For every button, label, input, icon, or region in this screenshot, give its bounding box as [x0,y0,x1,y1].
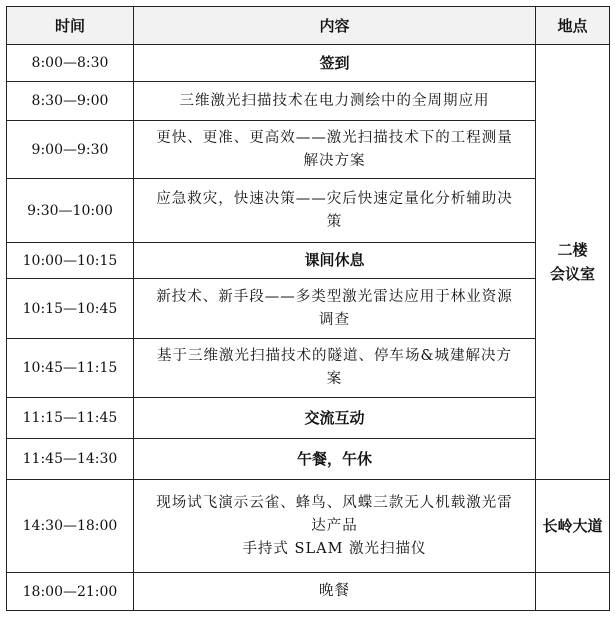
header-time: 时间 [7,7,134,45]
content-line: 案 [326,371,343,387]
time-cell: 14:30—18:00 [7,480,134,573]
content-cell [134,480,536,573]
schedule-table [6,6,610,611]
content-line: 交流互动 [304,408,365,427]
content-line: 三维激光扫描技术在电力测绘中的全周期应用 [179,92,490,109]
time-cell: 11:45—14:30 [7,439,134,480]
header-venue: 地点 [536,7,610,45]
content-cell [134,573,536,611]
header-row [7,7,610,45]
table-row [7,398,610,439]
time-cell: 10:15—10:45 [7,279,134,339]
content-line: 更快、更准、更高效——激光扫描技术下的工程测量 [156,129,513,146]
content-line: 基于三维激光扫描技术的隧道、停车场&城建解决方 [157,348,512,364]
time-cell: 10:00—10:15 [7,243,134,279]
venue-cell-floor2 [536,45,610,480]
header-content: 内容 [134,7,536,45]
content-line: 应急救灾，快速决策——灾后快速定量化分析辅助决 [156,190,513,207]
content-line: 晚餐 [319,583,350,599]
table-row [7,480,610,573]
content-cell [134,243,536,279]
content-cell [134,179,536,243]
time-cell: 8:30—9:00 [7,82,134,121]
content-line: 新技术、新手段——多类型激光雷达应用于林业资源 [156,288,513,305]
content-line: 现场试飞演示云雀、蜂鸟、风蝶三款无人机载激光雷 [156,494,513,511]
time-cell: 10:45—11:15 [7,339,134,398]
content-line: 午餐，午休 [296,449,372,468]
content-cell [134,279,536,339]
table-row [7,179,610,243]
time-cell: 8:00—8:30 [7,45,134,82]
table-row [7,439,610,480]
content-line: 策 [326,213,343,230]
content-cell [134,439,536,480]
venue-cell-empty [536,573,610,611]
content-line: 签到 [319,53,350,72]
table-row [7,279,610,339]
content-line: 调查 [319,311,350,328]
time-cell: 9:00—9:30 [7,121,134,179]
venue-line: 二楼 [557,241,588,259]
time-cell: 18:00—21:00 [7,573,134,611]
time-cell: 11:15—11:45 [7,398,134,439]
table-row [7,243,610,279]
table-row [7,573,610,611]
content-cell [134,398,536,439]
content-cell [134,82,536,121]
content-line: 达产品 [311,517,358,534]
content-line: 手持式 SLAM 激光扫描仪 [242,540,427,557]
content-cell [134,45,536,82]
table-row [7,82,610,121]
content-line: 课间休息 [304,251,365,269]
venue-line: 会议室 [549,265,595,283]
venue-cell-changling: 长岭大道 [536,480,610,573]
table-row [7,121,610,179]
table-row [7,339,610,398]
time-cell: 9:30—10:00 [7,179,134,243]
table-row [7,45,610,82]
content-cell [134,121,536,179]
content-line: 解决方案 [303,152,366,169]
content-cell [134,339,536,398]
